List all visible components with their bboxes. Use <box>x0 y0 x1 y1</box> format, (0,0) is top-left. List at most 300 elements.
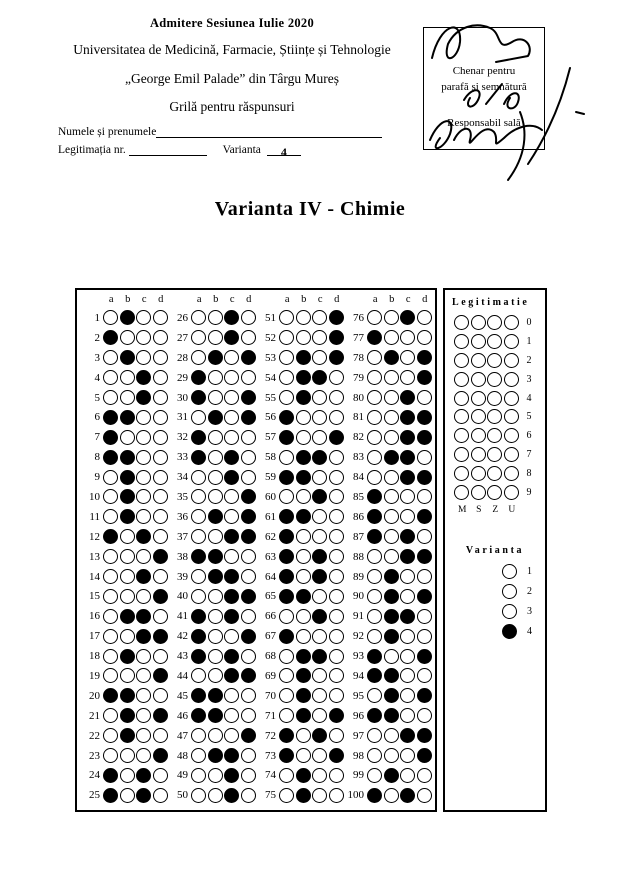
answer-bubble-q92-a[interactable] <box>367 629 382 644</box>
answer-bubble-q36-d[interactable] <box>241 509 256 524</box>
answer-bubble-q96-c[interactable] <box>400 708 415 723</box>
answer-bubble-q37-d[interactable] <box>241 529 256 544</box>
answer-bubble-q9-b[interactable] <box>120 470 135 485</box>
varianta-bubble-4[interactable] <box>502 624 517 639</box>
answer-bubble-q80-c[interactable] <box>400 390 415 405</box>
answer-bubble-q64-b[interactable] <box>296 569 311 584</box>
legitimatie-bubble-U-1[interactable] <box>504 334 519 349</box>
answer-bubble-q29-a[interactable] <box>191 370 206 385</box>
answer-bubble-q53-b[interactable] <box>296 350 311 365</box>
answer-bubble-q7-c[interactable] <box>136 430 151 445</box>
answer-bubble-q48-a[interactable] <box>191 748 206 763</box>
answer-bubble-q39-a[interactable] <box>191 569 206 584</box>
answer-bubble-q10-a[interactable] <box>103 489 118 504</box>
answer-bubble-q81-c[interactable] <box>400 410 415 425</box>
answer-bubble-q42-b[interactable] <box>208 629 223 644</box>
answer-bubble-q100-d[interactable] <box>417 788 432 803</box>
legitimatie-bubble-M-7[interactable] <box>454 447 469 462</box>
answer-bubble-q61-b[interactable] <box>296 509 311 524</box>
answer-bubble-q20-b[interactable] <box>120 688 135 703</box>
answer-bubble-q51-b[interactable] <box>296 310 311 325</box>
answer-bubble-q56-b[interactable] <box>296 410 311 425</box>
answer-bubble-q89-b[interactable] <box>384 569 399 584</box>
answer-bubble-q18-a[interactable] <box>103 649 118 664</box>
answer-bubble-q87-b[interactable] <box>384 529 399 544</box>
answer-bubble-q20-d[interactable] <box>153 688 168 703</box>
answer-bubble-q78-d[interactable] <box>417 350 432 365</box>
answer-bubble-q1-c[interactable] <box>136 310 151 325</box>
answer-bubble-q10-c[interactable] <box>136 489 151 504</box>
answer-bubble-q88-a[interactable] <box>367 549 382 564</box>
legitimatie-bubble-Z-1[interactable] <box>487 334 502 349</box>
legitimatie-bubble-M-6[interactable] <box>454 428 469 443</box>
answer-bubble-q76-c[interactable] <box>400 310 415 325</box>
legitimatie-bubble-Z-8[interactable] <box>487 466 502 481</box>
answer-bubble-q7-a[interactable] <box>103 430 118 445</box>
answer-bubble-q60-b[interactable] <box>296 489 311 504</box>
answer-bubble-q38-a[interactable] <box>191 549 206 564</box>
answer-bubble-q12-c[interactable] <box>136 529 151 544</box>
answer-bubble-q84-b[interactable] <box>384 470 399 485</box>
answer-bubble-q78-c[interactable] <box>400 350 415 365</box>
answer-bubble-q25-b[interactable] <box>120 788 135 803</box>
legitimatie-bubble-Z-7[interactable] <box>487 447 502 462</box>
answer-bubble-q6-a[interactable] <box>103 410 118 425</box>
answer-bubble-q2-a[interactable] <box>103 330 118 345</box>
answer-bubble-q87-c[interactable] <box>400 529 415 544</box>
answer-bubble-q74-a[interactable] <box>279 768 294 783</box>
answer-bubble-q97-a[interactable] <box>367 728 382 743</box>
answer-bubble-q95-d[interactable] <box>417 688 432 703</box>
answer-bubble-q9-a[interactable] <box>103 470 118 485</box>
answer-bubble-q40-d[interactable] <box>241 589 256 604</box>
answer-bubble-q58-d[interactable] <box>329 450 344 465</box>
answer-bubble-q69-b[interactable] <box>296 668 311 683</box>
answer-bubble-q43-d[interactable] <box>241 649 256 664</box>
legitimatie-bubble-S-2[interactable] <box>471 353 486 368</box>
answer-bubble-q26-c[interactable] <box>224 310 239 325</box>
answer-bubble-q18-b[interactable] <box>120 649 135 664</box>
legitimatie-bubble-U-9[interactable] <box>504 485 519 500</box>
answer-bubble-q28-d[interactable] <box>241 350 256 365</box>
answer-bubble-q3-a[interactable] <box>103 350 118 365</box>
answer-bubble-q93-d[interactable] <box>417 649 432 664</box>
answer-bubble-q87-d[interactable] <box>417 529 432 544</box>
answer-bubble-q76-a[interactable] <box>367 310 382 325</box>
answer-bubble-q62-a[interactable] <box>279 529 294 544</box>
answer-bubble-q62-d[interactable] <box>329 529 344 544</box>
answer-bubble-q23-c[interactable] <box>136 748 151 763</box>
answer-bubble-q50-c[interactable] <box>224 788 239 803</box>
answer-bubble-q25-c[interactable] <box>136 788 151 803</box>
legitimatie-bubble-M-5[interactable] <box>454 409 469 424</box>
answer-bubble-q77-c[interactable] <box>400 330 415 345</box>
answer-bubble-q29-b[interactable] <box>208 370 223 385</box>
answer-bubble-q35-a[interactable] <box>191 489 206 504</box>
answer-bubble-q8-a[interactable] <box>103 450 118 465</box>
answer-bubble-q38-b[interactable] <box>208 549 223 564</box>
answer-bubble-q26-d[interactable] <box>241 310 256 325</box>
answer-bubble-q59-d[interactable] <box>329 470 344 485</box>
answer-bubble-q88-d[interactable] <box>417 549 432 564</box>
answer-bubble-q43-a[interactable] <box>191 649 206 664</box>
legitimatie-bubble-U-7[interactable] <box>504 447 519 462</box>
answer-bubble-q97-c[interactable] <box>400 728 415 743</box>
legitimatie-bubble-S-9[interactable] <box>471 485 486 500</box>
answer-bubble-q35-b[interactable] <box>208 489 223 504</box>
answer-bubble-q26-b[interactable] <box>208 310 223 325</box>
answer-bubble-q94-d[interactable] <box>417 668 432 683</box>
answer-bubble-q54-c[interactable] <box>312 370 327 385</box>
answer-bubble-q41-d[interactable] <box>241 609 256 624</box>
answer-bubble-q31-b[interactable] <box>208 410 223 425</box>
answer-bubble-q50-b[interactable] <box>208 788 223 803</box>
answer-bubble-q71-a[interactable] <box>279 708 294 723</box>
answer-bubble-q46-b[interactable] <box>208 708 223 723</box>
answer-bubble-q98-a[interactable] <box>367 748 382 763</box>
answer-bubble-q84-d[interactable] <box>417 470 432 485</box>
answer-bubble-q99-b[interactable] <box>384 768 399 783</box>
answer-bubble-q80-d[interactable] <box>417 390 432 405</box>
answer-bubble-q97-b[interactable] <box>384 728 399 743</box>
answer-bubble-q92-d[interactable] <box>417 629 432 644</box>
answer-bubble-q72-a[interactable] <box>279 728 294 743</box>
answer-bubble-q86-a[interactable] <box>367 509 382 524</box>
answer-bubble-q61-a[interactable] <box>279 509 294 524</box>
answer-bubble-q51-d[interactable] <box>329 310 344 325</box>
answer-bubble-q94-a[interactable] <box>367 668 382 683</box>
legitimatie-bubble-U-4[interactable] <box>504 391 519 406</box>
answer-bubble-q18-d[interactable] <box>153 649 168 664</box>
answer-bubble-q20-c[interactable] <box>136 688 151 703</box>
answer-bubble-q11-b[interactable] <box>120 509 135 524</box>
legitimatie-bubble-M-2[interactable] <box>454 353 469 368</box>
answer-bubble-q51-c[interactable] <box>312 310 327 325</box>
answer-bubble-q95-c[interactable] <box>400 688 415 703</box>
answer-bubble-q5-c[interactable] <box>136 390 151 405</box>
answer-bubble-q3-b[interactable] <box>120 350 135 365</box>
answer-bubble-q32-b[interactable] <box>208 430 223 445</box>
answer-bubble-q53-a[interactable] <box>279 350 294 365</box>
answer-bubble-q3-d[interactable] <box>153 350 168 365</box>
answer-bubble-q35-d[interactable] <box>241 489 256 504</box>
answer-bubble-q19-c[interactable] <box>136 668 151 683</box>
legitimatie-bubble-M-1[interactable] <box>454 334 469 349</box>
answer-bubble-q41-b[interactable] <box>208 609 223 624</box>
answer-bubble-q25-a[interactable] <box>103 788 118 803</box>
answer-bubble-q70-d[interactable] <box>329 688 344 703</box>
answer-bubble-q39-b[interactable] <box>208 569 223 584</box>
answer-bubble-q71-c[interactable] <box>312 708 327 723</box>
answer-bubble-q56-c[interactable] <box>312 410 327 425</box>
answer-bubble-q89-a[interactable] <box>367 569 382 584</box>
answer-bubble-q97-d[interactable] <box>417 728 432 743</box>
answer-bubble-q4-a[interactable] <box>103 370 118 385</box>
answer-bubble-q56-a[interactable] <box>279 410 294 425</box>
answer-bubble-q86-b[interactable] <box>384 509 399 524</box>
answer-bubble-q27-c[interactable] <box>224 330 239 345</box>
answer-bubble-q91-b[interactable] <box>384 609 399 624</box>
answer-bubble-q25-d[interactable] <box>153 788 168 803</box>
legitimatie-bubble-S-5[interactable] <box>471 409 486 424</box>
answer-bubble-q47-a[interactable] <box>191 728 206 743</box>
answer-bubble-q74-d[interactable] <box>329 768 344 783</box>
answer-bubble-q52-b[interactable] <box>296 330 311 345</box>
answer-bubble-q99-a[interactable] <box>367 768 382 783</box>
answer-bubble-q58-c[interactable] <box>312 450 327 465</box>
answer-bubble-q64-c[interactable] <box>312 569 327 584</box>
answer-bubble-q91-a[interactable] <box>367 609 382 624</box>
answer-bubble-q8-d[interactable] <box>153 450 168 465</box>
answer-bubble-q69-c[interactable] <box>312 668 327 683</box>
answer-bubble-q5-b[interactable] <box>120 390 135 405</box>
legitimatie-bubble-S-8[interactable] <box>471 466 486 481</box>
answer-bubble-q6-d[interactable] <box>153 410 168 425</box>
answer-bubble-q66-c[interactable] <box>312 609 327 624</box>
answer-bubble-q17-c[interactable] <box>136 629 151 644</box>
legitimatie-bubble-Z-9[interactable] <box>487 485 502 500</box>
answer-bubble-q24-c[interactable] <box>136 768 151 783</box>
answer-bubble-q64-d[interactable] <box>329 569 344 584</box>
answer-bubble-q31-c[interactable] <box>224 410 239 425</box>
legitimatie-bubble-Z-6[interactable] <box>487 428 502 443</box>
answer-bubble-q71-d[interactable] <box>329 708 344 723</box>
answer-bubble-q9-c[interactable] <box>136 470 151 485</box>
legitimatie-bubble-S-4[interactable] <box>471 391 486 406</box>
answer-bubble-q23-b[interactable] <box>120 748 135 763</box>
answer-bubble-q83-b[interactable] <box>384 450 399 465</box>
answer-bubble-q39-c[interactable] <box>224 569 239 584</box>
answer-bubble-q58-a[interactable] <box>279 450 294 465</box>
answer-bubble-q31-d[interactable] <box>241 410 256 425</box>
answer-bubble-q85-d[interactable] <box>417 489 432 504</box>
answer-bubble-q17-d[interactable] <box>153 629 168 644</box>
answer-bubble-q72-c[interactable] <box>312 728 327 743</box>
answer-bubble-q93-a[interactable] <box>367 649 382 664</box>
answer-bubble-q48-d[interactable] <box>241 748 256 763</box>
answer-bubble-q46-a[interactable] <box>191 708 206 723</box>
answer-bubble-q6-b[interactable] <box>120 410 135 425</box>
answer-bubble-q81-b[interactable] <box>384 410 399 425</box>
answer-bubble-q66-a[interactable] <box>279 609 294 624</box>
answer-bubble-q22-d[interactable] <box>153 728 168 743</box>
answer-bubble-q33-a[interactable] <box>191 450 206 465</box>
legitimatie-bubble-S-7[interactable] <box>471 447 486 462</box>
answer-bubble-q14-c[interactable] <box>136 569 151 584</box>
answer-bubble-q1-a[interactable] <box>103 310 118 325</box>
answer-bubble-q4-d[interactable] <box>153 370 168 385</box>
answer-bubble-q85-a[interactable] <box>367 489 382 504</box>
answer-bubble-q86-d[interactable] <box>417 509 432 524</box>
answer-bubble-q75-d[interactable] <box>329 788 344 803</box>
answer-bubble-q76-d[interactable] <box>417 310 432 325</box>
answer-bubble-q94-c[interactable] <box>400 668 415 683</box>
answer-bubble-q88-b[interactable] <box>384 549 399 564</box>
legitimatie-bubble-S-6[interactable] <box>471 428 486 443</box>
answer-bubble-q17-b[interactable] <box>120 629 135 644</box>
answer-bubble-q84-c[interactable] <box>400 470 415 485</box>
answer-bubble-q32-d[interactable] <box>241 430 256 445</box>
answer-bubble-q13-b[interactable] <box>120 549 135 564</box>
answer-bubble-q27-b[interactable] <box>208 330 223 345</box>
answer-bubble-q53-c[interactable] <box>312 350 327 365</box>
answer-bubble-q63-a[interactable] <box>279 549 294 564</box>
answer-bubble-q57-b[interactable] <box>296 430 311 445</box>
answer-bubble-q15-a[interactable] <box>103 589 118 604</box>
answer-bubble-q52-c[interactable] <box>312 330 327 345</box>
answer-bubble-q41-c[interactable] <box>224 609 239 624</box>
answer-bubble-q16-b[interactable] <box>120 609 135 624</box>
answer-bubble-q79-c[interactable] <box>400 370 415 385</box>
answer-bubble-q59-c[interactable] <box>312 470 327 485</box>
answer-bubble-q19-a[interactable] <box>103 668 118 683</box>
answer-bubble-q53-d[interactable] <box>329 350 344 365</box>
answer-bubble-q37-a[interactable] <box>191 529 206 544</box>
answer-bubble-q73-b[interactable] <box>296 748 311 763</box>
answer-bubble-q78-b[interactable] <box>384 350 399 365</box>
answer-bubble-q30-a[interactable] <box>191 390 206 405</box>
answer-bubble-q15-b[interactable] <box>120 589 135 604</box>
answer-bubble-q82-c[interactable] <box>400 430 415 445</box>
answer-bubble-q64-a[interactable] <box>279 569 294 584</box>
answer-bubble-q12-a[interactable] <box>103 529 118 544</box>
answer-bubble-q72-b[interactable] <box>296 728 311 743</box>
answer-bubble-q35-c[interactable] <box>224 489 239 504</box>
answer-bubble-q54-b[interactable] <box>296 370 311 385</box>
answer-bubble-q16-c[interactable] <box>136 609 151 624</box>
answer-bubble-q11-c[interactable] <box>136 509 151 524</box>
answer-bubble-q96-a[interactable] <box>367 708 382 723</box>
answer-bubble-q68-a[interactable] <box>279 649 294 664</box>
answer-bubble-q67-d[interactable] <box>329 629 344 644</box>
answer-bubble-q22-b[interactable] <box>120 728 135 743</box>
answer-bubble-q41-a[interactable] <box>191 609 206 624</box>
answer-bubble-q36-c[interactable] <box>224 509 239 524</box>
answer-bubble-q100-c[interactable] <box>400 788 415 803</box>
answer-bubble-q2-b[interactable] <box>120 330 135 345</box>
answer-bubble-q57-a[interactable] <box>279 430 294 445</box>
answer-bubble-q70-b[interactable] <box>296 688 311 703</box>
answer-bubble-q66-b[interactable] <box>296 609 311 624</box>
answer-bubble-q68-b[interactable] <box>296 649 311 664</box>
answer-bubble-q30-c[interactable] <box>224 390 239 405</box>
answer-bubble-q20-a[interactable] <box>103 688 118 703</box>
answer-bubble-q48-c[interactable] <box>224 748 239 763</box>
answer-bubble-q90-d[interactable] <box>417 589 432 604</box>
answer-bubble-q19-d[interactable] <box>153 668 168 683</box>
answer-bubble-q51-a[interactable] <box>279 310 294 325</box>
varianta-bubble-1[interactable] <box>502 564 517 579</box>
answer-bubble-q83-d[interactable] <box>417 450 432 465</box>
answer-bubble-q16-a[interactable] <box>103 609 118 624</box>
legitimatie-bubble-M-9[interactable] <box>454 485 469 500</box>
legitimatie-bubble-U-0[interactable] <box>504 315 519 330</box>
answer-bubble-q2-d[interactable] <box>153 330 168 345</box>
answer-bubble-q92-b[interactable] <box>384 629 399 644</box>
answer-bubble-q12-b[interactable] <box>120 529 135 544</box>
answer-bubble-q13-a[interactable] <box>103 549 118 564</box>
answer-bubble-q21-d[interactable] <box>153 708 168 723</box>
answer-bubble-q73-c[interactable] <box>312 748 327 763</box>
legitimatie-bubble-U-3[interactable] <box>504 372 519 387</box>
answer-bubble-q44-b[interactable] <box>208 668 223 683</box>
answer-bubble-q93-c[interactable] <box>400 649 415 664</box>
answer-bubble-q54-a[interactable] <box>279 370 294 385</box>
answer-bubble-q99-c[interactable] <box>400 768 415 783</box>
answer-bubble-q92-c[interactable] <box>400 629 415 644</box>
answer-bubble-q98-d[interactable] <box>417 748 432 763</box>
legitimatie-bubble-S-3[interactable] <box>471 372 486 387</box>
answer-bubble-q2-c[interactable] <box>136 330 151 345</box>
answer-bubble-q62-b[interactable] <box>296 529 311 544</box>
answer-bubble-q69-a[interactable] <box>279 668 294 683</box>
answer-bubble-q6-c[interactable] <box>136 410 151 425</box>
answer-bubble-q60-a[interactable] <box>279 489 294 504</box>
answer-bubble-q38-d[interactable] <box>241 549 256 564</box>
answer-bubble-q24-b[interactable] <box>120 768 135 783</box>
answer-bubble-q83-a[interactable] <box>367 450 382 465</box>
answer-bubble-q42-c[interactable] <box>224 629 239 644</box>
answer-bubble-q24-a[interactable] <box>103 768 118 783</box>
answer-bubble-q1-d[interactable] <box>153 310 168 325</box>
answer-bubble-q55-b[interactable] <box>296 390 311 405</box>
answer-bubble-q98-c[interactable] <box>400 748 415 763</box>
legitimatie-bubble-Z-2[interactable] <box>487 353 502 368</box>
answer-bubble-q69-d[interactable] <box>329 668 344 683</box>
answer-bubble-q52-a[interactable] <box>279 330 294 345</box>
answer-bubble-q36-b[interactable] <box>208 509 223 524</box>
answer-bubble-q49-c[interactable] <box>224 768 239 783</box>
answer-bubble-q9-d[interactable] <box>153 470 168 485</box>
legitimatie-bubble-Z-5[interactable] <box>487 409 502 424</box>
answer-bubble-q55-c[interactable] <box>312 390 327 405</box>
answer-bubble-q33-b[interactable] <box>208 450 223 465</box>
answer-bubble-q42-d[interactable] <box>241 629 256 644</box>
answer-bubble-q49-b[interactable] <box>208 768 223 783</box>
legitimatie-bubble-Z-3[interactable] <box>487 372 502 387</box>
id-input-line[interactable] <box>129 145 207 156</box>
answer-bubble-q40-b[interactable] <box>208 589 223 604</box>
answer-bubble-q48-b[interactable] <box>208 748 223 763</box>
answer-bubble-q59-a[interactable] <box>279 470 294 485</box>
answer-bubble-q45-a[interactable] <box>191 688 206 703</box>
answer-bubble-q19-b[interactable] <box>120 668 135 683</box>
answer-bubble-q89-c[interactable] <box>400 569 415 584</box>
answer-bubble-q96-b[interactable] <box>384 708 399 723</box>
answer-bubble-q70-c[interactable] <box>312 688 327 703</box>
answer-bubble-q60-d[interactable] <box>329 489 344 504</box>
answer-bubble-q30-d[interactable] <box>241 390 256 405</box>
answer-bubble-q45-d[interactable] <box>241 688 256 703</box>
answer-bubble-q44-a[interactable] <box>191 668 206 683</box>
answer-bubble-q63-d[interactable] <box>329 549 344 564</box>
answer-bubble-q100-a[interactable] <box>367 788 382 803</box>
answer-bubble-q4-c[interactable] <box>136 370 151 385</box>
answer-bubble-q54-d[interactable] <box>329 370 344 385</box>
answer-bubble-q42-a[interactable] <box>191 629 206 644</box>
answer-bubble-q22-c[interactable] <box>136 728 151 743</box>
answer-bubble-q17-a[interactable] <box>103 629 118 644</box>
answer-bubble-q67-b[interactable] <box>296 629 311 644</box>
answer-bubble-q10-b[interactable] <box>120 489 135 504</box>
answer-bubble-q40-a[interactable] <box>191 589 206 604</box>
answer-bubble-q21-b[interactable] <box>120 708 135 723</box>
answer-bubble-q68-d[interactable] <box>329 649 344 664</box>
answer-bubble-q12-d[interactable] <box>153 529 168 544</box>
answer-bubble-q50-d[interactable] <box>241 788 256 803</box>
answer-bubble-q90-a[interactable] <box>367 589 382 604</box>
answer-bubble-q82-b[interactable] <box>384 430 399 445</box>
